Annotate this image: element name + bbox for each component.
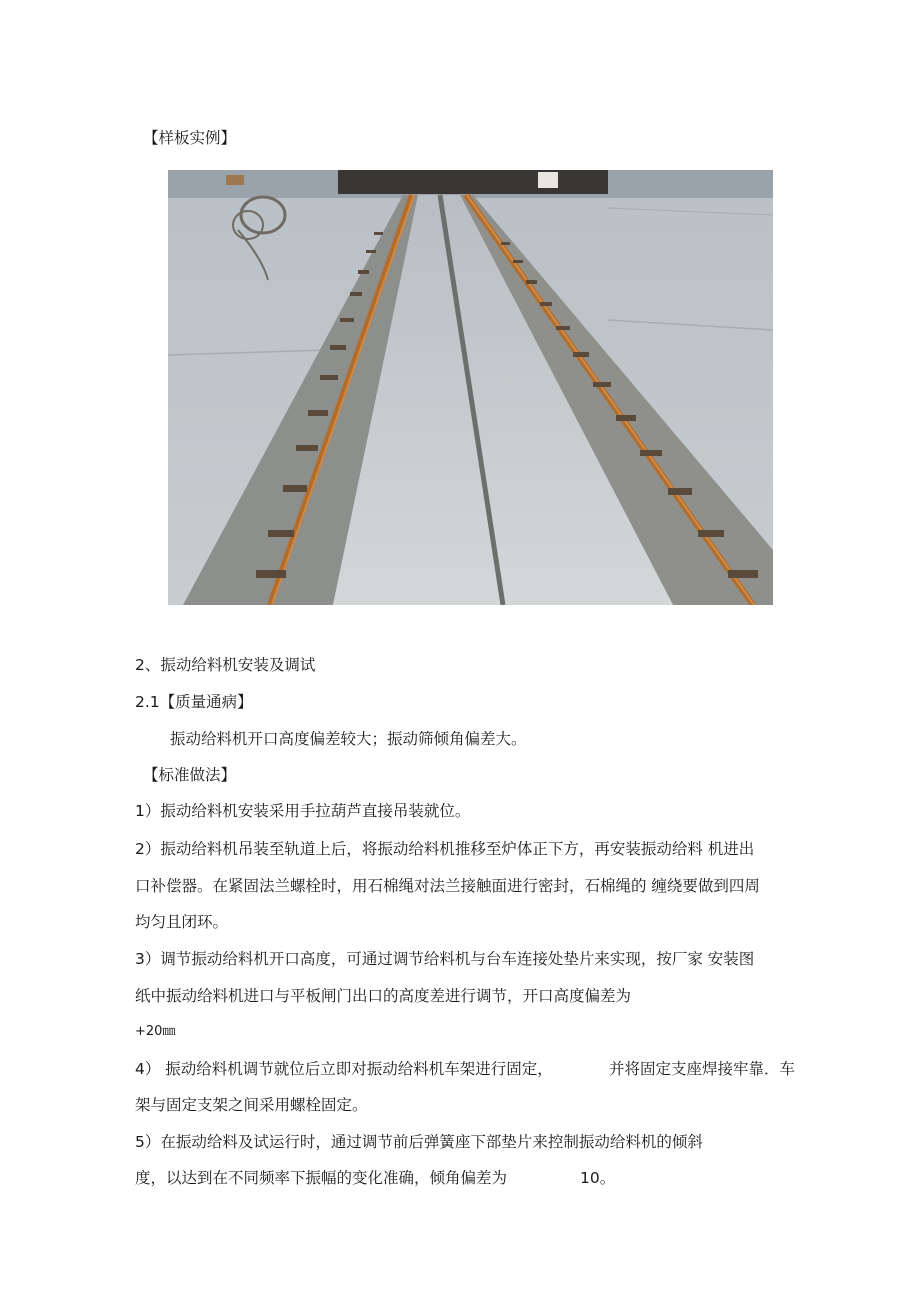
step-4-line-1b: 并将固定支座焊接牢靠．车 bbox=[609, 1060, 796, 1078]
step-3-line-2: 纸中振动给料机进口与平板闸门出口的高度差进行调节，开口高度偏差为 bbox=[135, 987, 632, 1005]
rail-track-photo bbox=[168, 170, 773, 605]
step-3-line-1: 3）调节振动给料机开口高度，可通过调节给料机与台车连接处垫片来实现，按厂家 安装图 bbox=[135, 950, 755, 968]
step-3-tolerance: +20㎜ bbox=[135, 1024, 176, 1039]
quality-issue-text: 振动给料机开口高度偏差较大；振动筛倾角偏差大。 bbox=[170, 730, 527, 748]
section-title: 2、振动给料机安装及调试 bbox=[135, 656, 316, 674]
step-2-line-1: 2）振动给料机吊装至轨道上后，将振动给料机推移至炉体正下方，再安装振动给料 机进出 bbox=[135, 840, 755, 858]
step-5-line-2b: 10。 bbox=[580, 1169, 616, 1187]
step-4-line-2: 架与固定支架之间采用螺栓固定。 bbox=[135, 1096, 368, 1114]
step-4-line-1a: 4） 振动给料机调节就位后立即对振动给料机车架进行固定， bbox=[135, 1060, 553, 1078]
subsection-quality-issue: 2.1【质量通病】 bbox=[135, 693, 253, 711]
step-2-line-3: 均匀且闭环。 bbox=[135, 913, 229, 931]
step-1: 1）振动给料机安装采用手拉葫芦直接吊装就位。 bbox=[135, 802, 471, 820]
step-5-line-2a: 度，以达到在不同频率下振幅的变化准确，倾角偏差为 bbox=[135, 1169, 508, 1187]
step-5-line-1: 5）在振动给料及试运行时，通过调节前后弹簧座下部垫片来控制振动给料机的倾斜 bbox=[135, 1133, 703, 1151]
step-2-line-2: 口补偿器。在紧固法兰螺栓时，用石棉绳对法兰接触面进行密封，石棉绳的 缠绕要做到四周 bbox=[135, 877, 760, 895]
standard-practice-heading: 【标准做法】 bbox=[143, 766, 237, 784]
sample-heading: 【样板实例】 bbox=[143, 129, 237, 147]
